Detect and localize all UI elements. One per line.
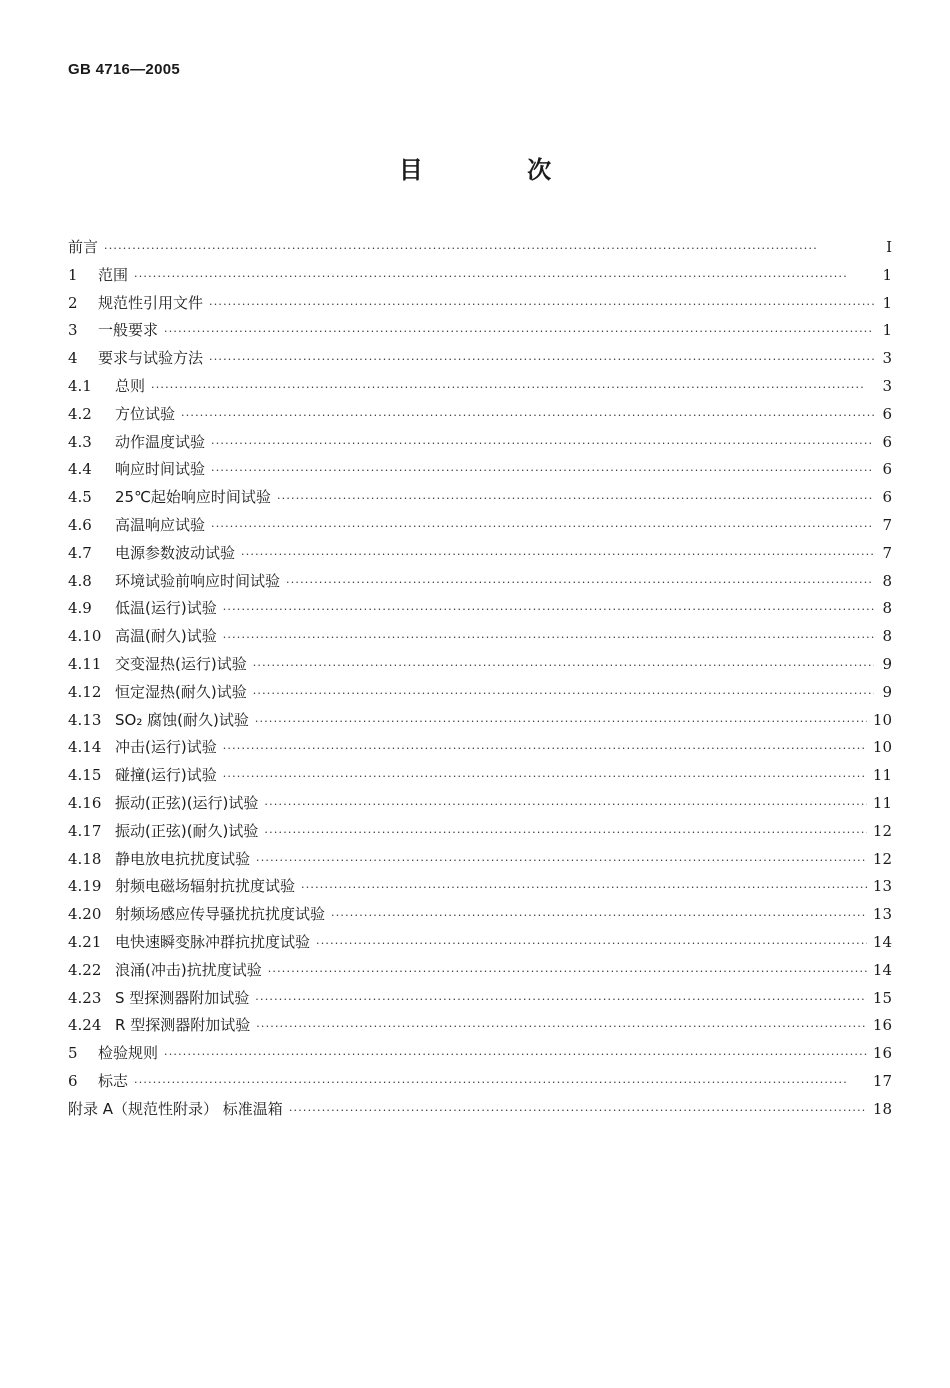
toc-leader-dots [134, 1076, 867, 1089]
toc-entry-number: 4.23 [68, 988, 102, 1007]
toc-leader-dots [223, 742, 867, 755]
toc-leader-dots [223, 603, 874, 616]
toc-leader-dots [211, 520, 874, 533]
toc-leader-dots [255, 715, 867, 728]
toc-entry-page: 16 [872, 1044, 892, 1063]
toc-entry-title: 25℃起始响应时间试验 [115, 488, 271, 507]
toc-entry-page: I [886, 238, 892, 256]
toc-entry-page: 6 [882, 404, 892, 423]
toc-entry-number: 2 [68, 293, 78, 312]
toc-entry[interactable] [68, 264, 892, 292]
toc-entry[interactable] [68, 542, 892, 570]
toc-leader-dots [301, 881, 867, 894]
toc-entry-page: 1 [882, 321, 892, 340]
toc-entry-page: 9 [882, 682, 892, 701]
toc-entry-page: 11 [872, 766, 892, 785]
toc-entry-number: 4.2 [68, 404, 92, 423]
toc-entry-page: 8 [882, 571, 892, 590]
toc-entry-title: 响应时间试验 [115, 460, 206, 479]
toc-entry-title: 低温(运行)试验 [115, 599, 217, 618]
toc-entry-page: 18 [872, 1099, 892, 1118]
toc-entry-number: 4.3 [68, 432, 92, 451]
table-of-contents [68, 236, 892, 1126]
toc-leader-dots [211, 437, 874, 450]
toc-entry-title: 浪涌(冲击)抗扰度试验 [115, 960, 262, 979]
toc-entry-page: 6 [882, 488, 892, 507]
toc-entry-number: 4.15 [68, 766, 102, 785]
toc-entry-page: 6 [882, 460, 892, 479]
toc-entry-page: 3 [882, 349, 892, 368]
toc-entry-page: 14 [872, 960, 892, 979]
toc-entry-number: 6 [68, 1071, 78, 1090]
toc-entry[interactable] [68, 653, 892, 681]
toc-entry[interactable] [68, 1042, 892, 1070]
toc-entry[interactable] [68, 431, 892, 459]
toc-entry[interactable] [68, 820, 892, 848]
toc-leader-dots [316, 937, 867, 950]
toc-entry-title: 环境试验前响应时间试验 [115, 571, 281, 590]
toc-entry[interactable] [68, 848, 892, 876]
toc-entry-number: 1 [68, 265, 78, 284]
toc-leader-dots [253, 659, 874, 672]
toc-entry-title: 附录 A（规范性附录） 标准温箱 [68, 1099, 283, 1118]
toc-entry-number: 4.7 [68, 543, 92, 562]
toc-entry-number: 4.10 [68, 627, 102, 646]
toc-entry[interactable] [68, 514, 892, 542]
toc-entry-number: 4.8 [68, 571, 92, 590]
toc-entry-number: 4.13 [68, 710, 102, 729]
toc-leader-dots [164, 325, 874, 338]
toc-entry-number: 4.17 [68, 821, 102, 840]
toc-entry-title: 动作温度试验 [115, 432, 206, 451]
toc-entry-title: R 型探测器附加试验 [115, 1016, 251, 1035]
toc-entry-number: 4.19 [68, 877, 102, 896]
toc-entry-page: 15 [872, 988, 892, 1007]
toc-leader-dots [209, 298, 874, 311]
toc-entry-page: 8 [882, 627, 892, 646]
toc-entry-title: 振动(正弦)(运行)试验 [115, 793, 259, 812]
toc-leader-dots [223, 631, 874, 644]
toc-leader-dots [256, 1020, 867, 1033]
toc-leader-dots [253, 687, 874, 700]
toc-entry-number: 4.12 [68, 682, 102, 701]
toc-entry-number: 4 [68, 349, 78, 368]
toc-entry-number: 4.4 [68, 460, 92, 479]
toc-entry[interactable] [68, 792, 892, 820]
toc-entry-title: 标志 [98, 1071, 129, 1090]
toc-entry-page: 13 [872, 905, 892, 924]
toc-leader-dots [209, 353, 874, 366]
toc-entry[interactable] [68, 403, 892, 431]
toc-entry-number: 4.14 [68, 738, 102, 757]
toc-leader-dots [255, 993, 867, 1006]
toc-entry-title: 电源参数波动试验 [115, 543, 236, 562]
toc-entry-page: 3 [882, 376, 892, 395]
toc-entry[interactable] [68, 458, 892, 486]
toc-entry[interactable] [68, 903, 892, 931]
toc-entry-title: 射频电磁场辐射抗扰度试验 [115, 877, 296, 896]
toc-leader-dots [277, 492, 874, 505]
toc-leader-dots [256, 854, 867, 867]
toc-entry-number: 4.16 [68, 793, 102, 812]
toc-entry-title: 范围 [98, 265, 129, 284]
toc-leader-dots [104, 242, 874, 255]
toc-entry-title: 前言 [68, 238, 99, 256]
toc-entry[interactable] [68, 1070, 892, 1098]
toc-entry-number: 5 [68, 1044, 78, 1063]
toc-entry[interactable] [68, 292, 892, 320]
toc-leader-dots [331, 909, 867, 922]
toc-entry-number: 4.21 [68, 932, 102, 951]
toc-entry-title: 冲击(运行)试验 [115, 738, 217, 757]
toc-entry-number: 4.9 [68, 599, 92, 618]
toc-leader-dots [164, 1048, 867, 1061]
toc-entry[interactable] [68, 764, 892, 792]
toc-entry-title: 要求与试验方法 [98, 349, 204, 368]
toc-entry[interactable] [68, 347, 892, 375]
toc-entry-title: 恒定湿热(耐久)试验 [115, 682, 247, 701]
page-title: 目 次 [398, 156, 600, 184]
toc-entry[interactable] [68, 375, 892, 403]
toc-entry[interactable] [68, 570, 892, 598]
toc-entry[interactable] [68, 709, 892, 737]
toc-entry-page: 9 [882, 654, 892, 673]
toc-entry-page: 17 [872, 1071, 892, 1090]
toc-entry[interactable] [68, 597, 892, 625]
toc-entry-title: 碰撞(运行)试验 [115, 766, 217, 785]
toc-entry[interactable] [68, 959, 892, 987]
toc-entry-title: 高温(耐久)试验 [115, 627, 217, 646]
toc-entry[interactable] [68, 625, 892, 653]
toc-entry-number: 4.6 [68, 515, 92, 534]
document-code: GB 4716—2005 [68, 61, 181, 78]
toc-entry-title: 规范性引用文件 [98, 293, 204, 312]
toc-entry-number: 4.24 [68, 1016, 102, 1035]
toc-entry-title: 静电放电抗扰度试验 [115, 849, 251, 868]
toc-entry-page: 7 [882, 543, 892, 562]
toc-entry[interactable] [68, 736, 892, 764]
toc-leader-dots [286, 576, 874, 589]
toc-entry-page: 10 [872, 710, 892, 729]
toc-entry[interactable] [68, 931, 892, 959]
toc-entry-title: 高温响应试验 [115, 515, 206, 534]
toc-leader-dots [151, 381, 874, 394]
toc-entry-page: 1 [882, 293, 892, 312]
toc-entry-page: 16 [872, 1016, 892, 1035]
toc-entry-number: 4.22 [68, 960, 102, 979]
toc-entry[interactable] [68, 236, 892, 264]
toc-entry-title: 交变湿热(运行)试验 [115, 654, 247, 673]
toc-entry[interactable] [68, 486, 892, 514]
toc-entry[interactable] [68, 875, 892, 903]
toc-entry[interactable] [68, 987, 892, 1015]
toc-entry-number: 4.1 [68, 376, 92, 395]
toc-leader-dots [181, 409, 874, 422]
toc-entry-title: 检验规则 [98, 1044, 159, 1063]
toc-leader-dots [241, 548, 874, 561]
toc-leader-dots [268, 965, 867, 978]
toc-entry-title: 总则 [115, 376, 146, 395]
toc-entry-title: S 型探测器附加试验 [115, 988, 250, 1007]
toc-entry-title: 射频场感应传导骚扰抗扰度试验 [115, 905, 326, 924]
toc-entry-title: SO₂ 腐蚀(耐久)试验 [115, 710, 249, 729]
toc-entry-title: 方位试验 [115, 404, 176, 423]
toc-leader-dots [211, 464, 874, 477]
toc-entry-page: 14 [872, 932, 892, 951]
toc-entry[interactable] [68, 1098, 892, 1126]
toc-entry-page: 10 [872, 738, 892, 757]
toc-leader-dots [223, 770, 867, 783]
toc-entry-number: 3 [68, 321, 78, 340]
toc-leader-dots [264, 798, 866, 811]
toc-entry-number: 4.18 [68, 849, 102, 868]
toc-entry-title: 一般要求 [98, 321, 159, 340]
toc-entry-page: 1 [882, 265, 892, 284]
toc-leader-dots [289, 1104, 867, 1117]
toc-entry-number: 4.20 [68, 905, 102, 924]
toc-entry-title: 电快速瞬变脉冲群抗扰度试验 [115, 932, 311, 951]
toc-entry-page: 6 [882, 432, 892, 451]
toc-entry-page: 13 [872, 877, 892, 896]
toc-entry-page: 11 [872, 793, 892, 812]
toc-entry-number: 4.11 [68, 654, 102, 673]
toc-leader-dots [264, 826, 866, 839]
toc-entry-page: 7 [882, 515, 892, 534]
toc-entry[interactable] [68, 1014, 892, 1042]
toc-entry-page: 12 [872, 821, 892, 840]
toc-entry-page: 8 [882, 599, 892, 618]
toc-entry[interactable] [68, 319, 892, 347]
toc-entry-page: 12 [872, 849, 892, 868]
toc-entry-title: 振动(正弦)(耐久)试验 [115, 821, 259, 840]
toc-entry-number: 4.5 [68, 488, 92, 507]
toc-leader-dots [134, 270, 874, 283]
toc-entry[interactable] [68, 681, 892, 709]
